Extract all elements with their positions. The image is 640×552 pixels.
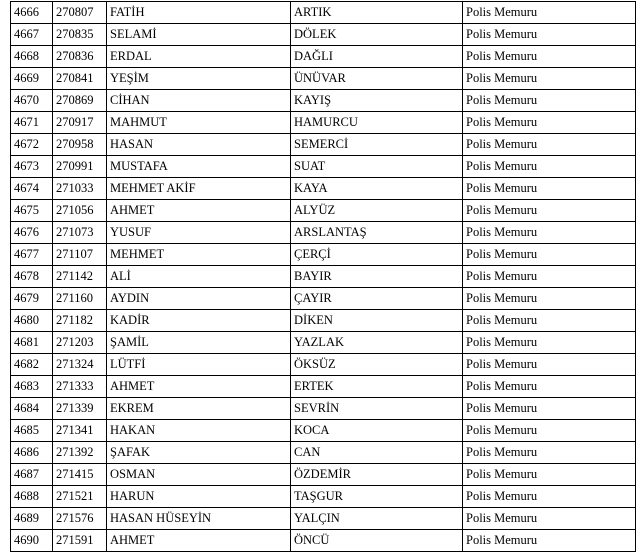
cell-registration: 271203 [53,332,107,354]
cell-sequence: 4678 [11,266,53,288]
cell-sequence: 4689 [11,508,53,530]
cell-last-name: DÖLEK [291,24,463,46]
document-page [0,1,640,547]
cell-sequence: 4677 [11,244,53,266]
table-row [11,332,636,354]
table-row [11,2,636,24]
cell-sequence: 4667 [11,24,53,46]
cell-title: Polis Memuru [463,24,636,46]
cell-last-name: ÖNCÜ [291,530,463,552]
cell-registration: 270869 [53,90,107,112]
table-row [11,244,636,266]
cell-registration: 271576 [53,508,107,530]
cell-first-name: SELAMİ [107,24,291,46]
cell-sequence: 4690 [11,530,53,552]
cell-registration: 271339 [53,398,107,420]
cell-first-name: HARUN [107,486,291,508]
cell-sequence: 4675 [11,200,53,222]
cell-sequence: 4687 [11,464,53,486]
cell-first-name: KADİR [107,310,291,332]
cell-title: Polis Memuru [463,310,636,332]
table-row [11,288,636,310]
cell-sequence: 4666 [11,2,53,24]
cell-registration: 270807 [53,2,107,24]
cell-sequence: 4668 [11,46,53,68]
cell-registration: 271591 [53,530,107,552]
cell-last-name: SUAT [291,156,463,178]
cell-title: Polis Memuru [463,134,636,156]
cell-title: Polis Memuru [463,46,636,68]
cell-first-name: MUSTAFA [107,156,291,178]
cell-first-name: HAKAN [107,420,291,442]
cell-sequence: 4676 [11,222,53,244]
cell-title: Polis Memuru [463,376,636,398]
cell-title: Polis Memuru [463,464,636,486]
cell-title: Polis Memuru [463,244,636,266]
cell-sequence: 4681 [11,332,53,354]
table-row [11,134,636,156]
cell-title: Polis Memuru [463,222,636,244]
cell-first-name: MEHMET AKİF [107,178,291,200]
cell-first-name: ALİ [107,266,291,288]
cell-last-name: HAMURCU [291,112,463,134]
cell-last-name: DAĞLI [291,46,463,68]
cell-sequence: 4680 [11,310,53,332]
cell-last-name: ARSLANTAŞ [291,222,463,244]
cell-last-name: ÇAYIR [291,288,463,310]
cell-title: Polis Memuru [463,200,636,222]
cell-sequence: 4673 [11,156,53,178]
cell-registration: 271415 [53,464,107,486]
cell-first-name: YUSUF [107,222,291,244]
cell-last-name: YAZLAK [291,332,463,354]
cell-first-name: HASAN [107,134,291,156]
cell-registration: 271521 [53,486,107,508]
cell-sequence: 4688 [11,486,53,508]
cell-last-name: ÖKSÜZ [291,354,463,376]
table-row [11,508,636,530]
cell-registration: 271033 [53,178,107,200]
cell-last-name: DİKEN [291,310,463,332]
table-row [11,398,636,420]
table-row [11,156,636,178]
cell-registration: 271056 [53,200,107,222]
table-row [11,310,636,332]
cell-sequence: 4686 [11,442,53,464]
cell-title: Polis Memuru [463,68,636,90]
table-row [11,222,636,244]
cell-last-name: ÖZDEMİR [291,464,463,486]
cell-first-name: AHMET [107,200,291,222]
table-row [11,442,636,464]
cell-title: Polis Memuru [463,332,636,354]
table-row [11,178,636,200]
cell-registration: 271160 [53,288,107,310]
cell-registration: 270991 [53,156,107,178]
cell-title: Polis Memuru [463,156,636,178]
cell-title: Polis Memuru [463,354,636,376]
table-row [11,46,636,68]
cell-sequence: 4679 [11,288,53,310]
cell-registration: 271142 [53,266,107,288]
cell-registration: 271324 [53,354,107,376]
cell-title: Polis Memuru [463,90,636,112]
table-row [11,530,636,552]
cell-sequence: 4670 [11,90,53,112]
cell-sequence: 4671 [11,112,53,134]
cell-first-name: EKREM [107,398,291,420]
cell-registration: 271392 [53,442,107,464]
cell-title: Polis Memuru [463,2,636,24]
cell-last-name: ÇERÇİ [291,244,463,266]
cell-first-name: YEŞİM [107,68,291,90]
cell-title: Polis Memuru [463,420,636,442]
table-row [11,266,636,288]
cell-registration: 271182 [53,310,107,332]
table-row [11,464,636,486]
cell-last-name: SEVRİN [291,398,463,420]
cell-last-name: SEMERCİ [291,134,463,156]
cell-last-name: ALYÜZ [291,200,463,222]
cell-last-name: ÜNÜVAR [291,68,463,90]
table-row [11,376,636,398]
table-row [11,112,636,134]
cell-first-name: MAHMUT [107,112,291,134]
cell-registration: 270958 [53,134,107,156]
cell-last-name: KAYA [291,178,463,200]
cell-sequence: 4682 [11,354,53,376]
cell-first-name: AYDIN [107,288,291,310]
cell-last-name: CAN [291,442,463,464]
cell-registration: 270841 [53,68,107,90]
name-listing-table [10,1,636,552]
cell-registration: 271107 [53,244,107,266]
cell-registration: 270835 [53,24,107,46]
table-row [11,486,636,508]
cell-first-name: ŞAMİL [107,332,291,354]
cell-title: Polis Memuru [463,288,636,310]
cell-sequence: 4674 [11,178,53,200]
cell-first-name: HASAN HÜSEYİN [107,508,291,530]
cell-last-name: KOCA [291,420,463,442]
cell-first-name: ERDAL [107,46,291,68]
cell-title: Polis Memuru [463,178,636,200]
table-body [11,2,636,552]
cell-registration: 271333 [53,376,107,398]
cell-last-name: YALÇIN [291,508,463,530]
cell-title: Polis Memuru [463,442,636,464]
cell-last-name: TAŞGUR [291,486,463,508]
cell-first-name: AHMET [107,376,291,398]
cell-title: Polis Memuru [463,266,636,288]
cell-title: Polis Memuru [463,486,636,508]
table-row [11,24,636,46]
cell-last-name: BAYIR [291,266,463,288]
cell-registration: 271073 [53,222,107,244]
cell-registration: 270917 [53,112,107,134]
cell-first-name: CİHAN [107,90,291,112]
cell-first-name: AHMET [107,530,291,552]
cell-sequence: 4672 [11,134,53,156]
cell-title: Polis Memuru [463,530,636,552]
cell-first-name: OSMAN [107,464,291,486]
cell-title: Polis Memuru [463,508,636,530]
cell-sequence: 4685 [11,420,53,442]
cell-title: Polis Memuru [463,398,636,420]
table-row [11,354,636,376]
table-row [11,420,636,442]
cell-title: Polis Memuru [463,112,636,134]
cell-last-name: KAYIŞ [291,90,463,112]
cell-last-name: ERTEK [291,376,463,398]
cell-last-name: ARTIK [291,2,463,24]
cell-first-name: MEHMET [107,244,291,266]
cell-sequence: 4669 [11,68,53,90]
table-row [11,200,636,222]
cell-first-name: ŞAFAK [107,442,291,464]
cell-first-name: LÜTFİ [107,354,291,376]
cell-registration: 270836 [53,46,107,68]
cell-registration: 271341 [53,420,107,442]
table-row [11,68,636,90]
cell-sequence: 4683 [11,376,53,398]
table-row [11,90,636,112]
cell-first-name: FATİH [107,2,291,24]
cell-sequence: 4684 [11,398,53,420]
